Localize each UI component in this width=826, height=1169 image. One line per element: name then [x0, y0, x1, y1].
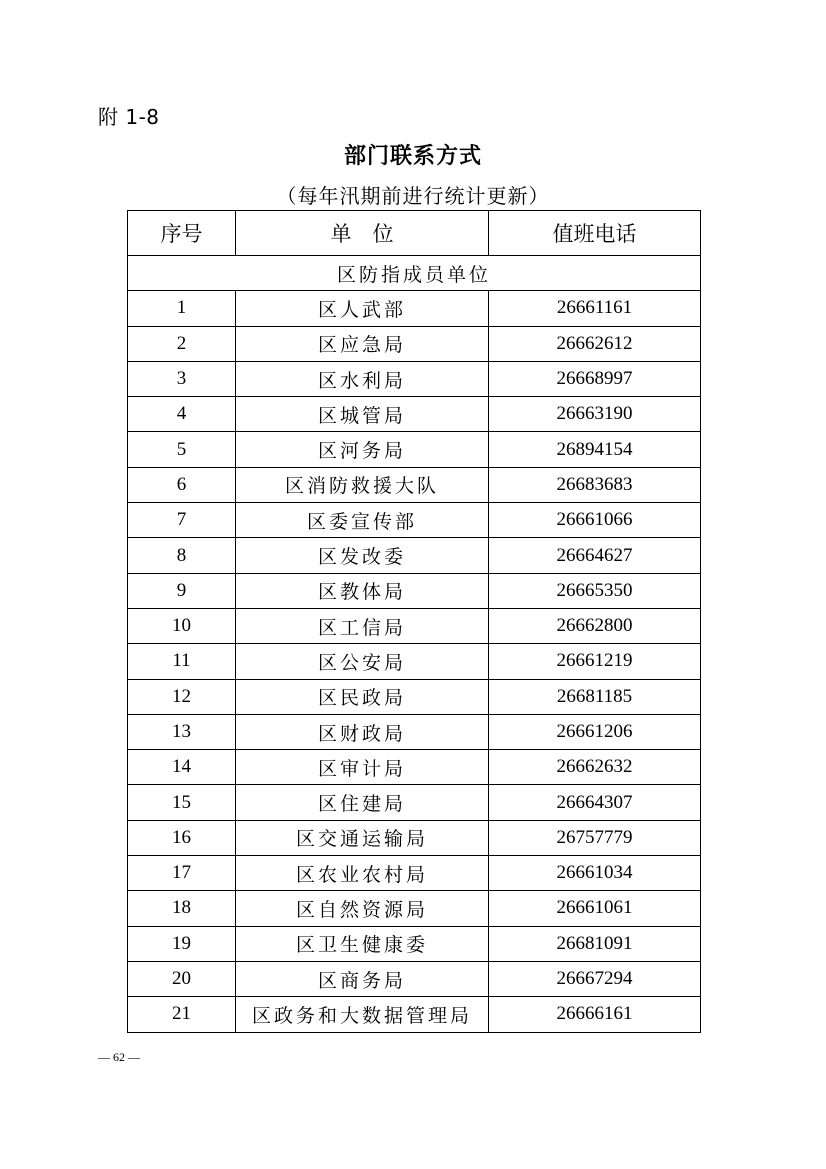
- row-index: 2: [128, 326, 236, 361]
- row-index: 19: [128, 926, 236, 961]
- row-index: 18: [128, 891, 236, 926]
- annex-label: 附 1-8: [98, 105, 160, 129]
- table-row: [128, 503, 701, 538]
- table-row: [128, 644, 701, 679]
- row-phone: 26661061: [489, 891, 701, 926]
- header-unit: 单 位: [236, 211, 489, 256]
- row-index: 12: [128, 679, 236, 714]
- row-unit: 区交通运输局: [236, 820, 489, 855]
- row-index: 13: [128, 714, 236, 749]
- table-row: [128, 291, 701, 326]
- table-row: [128, 467, 701, 502]
- page-title: 部门联系方式: [343, 143, 482, 169]
- table-row: [128, 785, 701, 820]
- row-unit: 区河务局: [236, 432, 489, 467]
- table-row: [128, 997, 701, 1032]
- row-index: 15: [128, 785, 236, 820]
- row-phone: 26663190: [489, 397, 701, 432]
- row-index: 3: [128, 361, 236, 396]
- row-unit: 区商务局: [236, 961, 489, 996]
- row-unit: 区审计局: [236, 750, 489, 785]
- row-phone: 26667294: [489, 961, 701, 996]
- row-index: 14: [128, 750, 236, 785]
- section-row: [128, 256, 701, 291]
- row-index: 10: [128, 608, 236, 643]
- row-phone: 26661219: [489, 644, 701, 679]
- row-unit: 区农业农村局: [236, 856, 489, 891]
- header-index: 序号: [128, 211, 236, 256]
- row-index: 8: [128, 538, 236, 573]
- table-header-row: [128, 211, 701, 256]
- row-unit: 区委宣传部: [236, 503, 489, 538]
- row-phone: 26661066: [489, 503, 701, 538]
- row-phone: 26664307: [489, 785, 701, 820]
- table-row: [128, 891, 701, 926]
- row-phone: 26668997: [489, 361, 701, 396]
- row-unit: 区民政局: [236, 679, 489, 714]
- row-phone: 26661161: [489, 291, 701, 326]
- row-index: 21: [128, 997, 236, 1032]
- row-phone: 26664627: [489, 538, 701, 573]
- row-index: 6: [128, 467, 236, 502]
- row-index: 11: [128, 644, 236, 679]
- row-unit: 区公安局: [236, 644, 489, 679]
- row-index: 17: [128, 856, 236, 891]
- row-unit: 区发改委: [236, 538, 489, 573]
- row-index: 4: [128, 397, 236, 432]
- table-row: [128, 961, 701, 996]
- row-phone: 26662800: [489, 608, 701, 643]
- row-index: 20: [128, 961, 236, 996]
- row-unit: 区教体局: [236, 573, 489, 608]
- page-number: — 62 —: [98, 1050, 140, 1064]
- table-row: [128, 750, 701, 785]
- row-unit: 区财政局: [236, 714, 489, 749]
- row-phone: 26894154: [489, 432, 701, 467]
- table-row: [128, 608, 701, 643]
- table-row: [128, 397, 701, 432]
- table-row: [128, 432, 701, 467]
- row-unit: 区城管局: [236, 397, 489, 432]
- row-phone: 26665350: [489, 573, 701, 608]
- row-unit: 区卫生健康委: [236, 926, 489, 961]
- table-row: [128, 326, 701, 361]
- page-subtitle: （每年汛期前进行统计更新）: [276, 184, 550, 208]
- row-phone: 26661206: [489, 714, 701, 749]
- row-phone: 26683683: [489, 467, 701, 502]
- table-row: [128, 538, 701, 573]
- row-phone: 26666161: [489, 997, 701, 1032]
- row-index: 16: [128, 820, 236, 855]
- table-row: [128, 573, 701, 608]
- row-unit: 区消防救援大队: [236, 467, 489, 502]
- row-phone: 26681091: [489, 926, 701, 961]
- row-index: 9: [128, 573, 236, 608]
- row-phone: 26662612: [489, 326, 701, 361]
- row-unit: 区住建局: [236, 785, 489, 820]
- table-row: [128, 820, 701, 855]
- table-row: [128, 361, 701, 396]
- row-unit: 区政务和大数据管理局: [236, 997, 489, 1032]
- row-unit: 区工信局: [236, 608, 489, 643]
- header-phone: 值班电话: [489, 211, 701, 256]
- section-label: 区防指成员单位: [128, 256, 701, 291]
- row-unit: 区水利局: [236, 361, 489, 396]
- contact-table: [127, 210, 701, 1033]
- row-unit: 区自然资源局: [236, 891, 489, 926]
- table-row: [128, 856, 701, 891]
- row-phone: 26661034: [489, 856, 701, 891]
- row-index: 1: [128, 291, 236, 326]
- row-phone: 26662632: [489, 750, 701, 785]
- row-index: 7: [128, 503, 236, 538]
- table-row: [128, 679, 701, 714]
- row-phone: 26681185: [489, 679, 701, 714]
- row-unit: 区应急局: [236, 326, 489, 361]
- table-row: [128, 714, 701, 749]
- row-unit: 区人武部: [236, 291, 489, 326]
- row-index: 5: [128, 432, 236, 467]
- row-phone: 26757779: [489, 820, 701, 855]
- table-row: [128, 926, 701, 961]
